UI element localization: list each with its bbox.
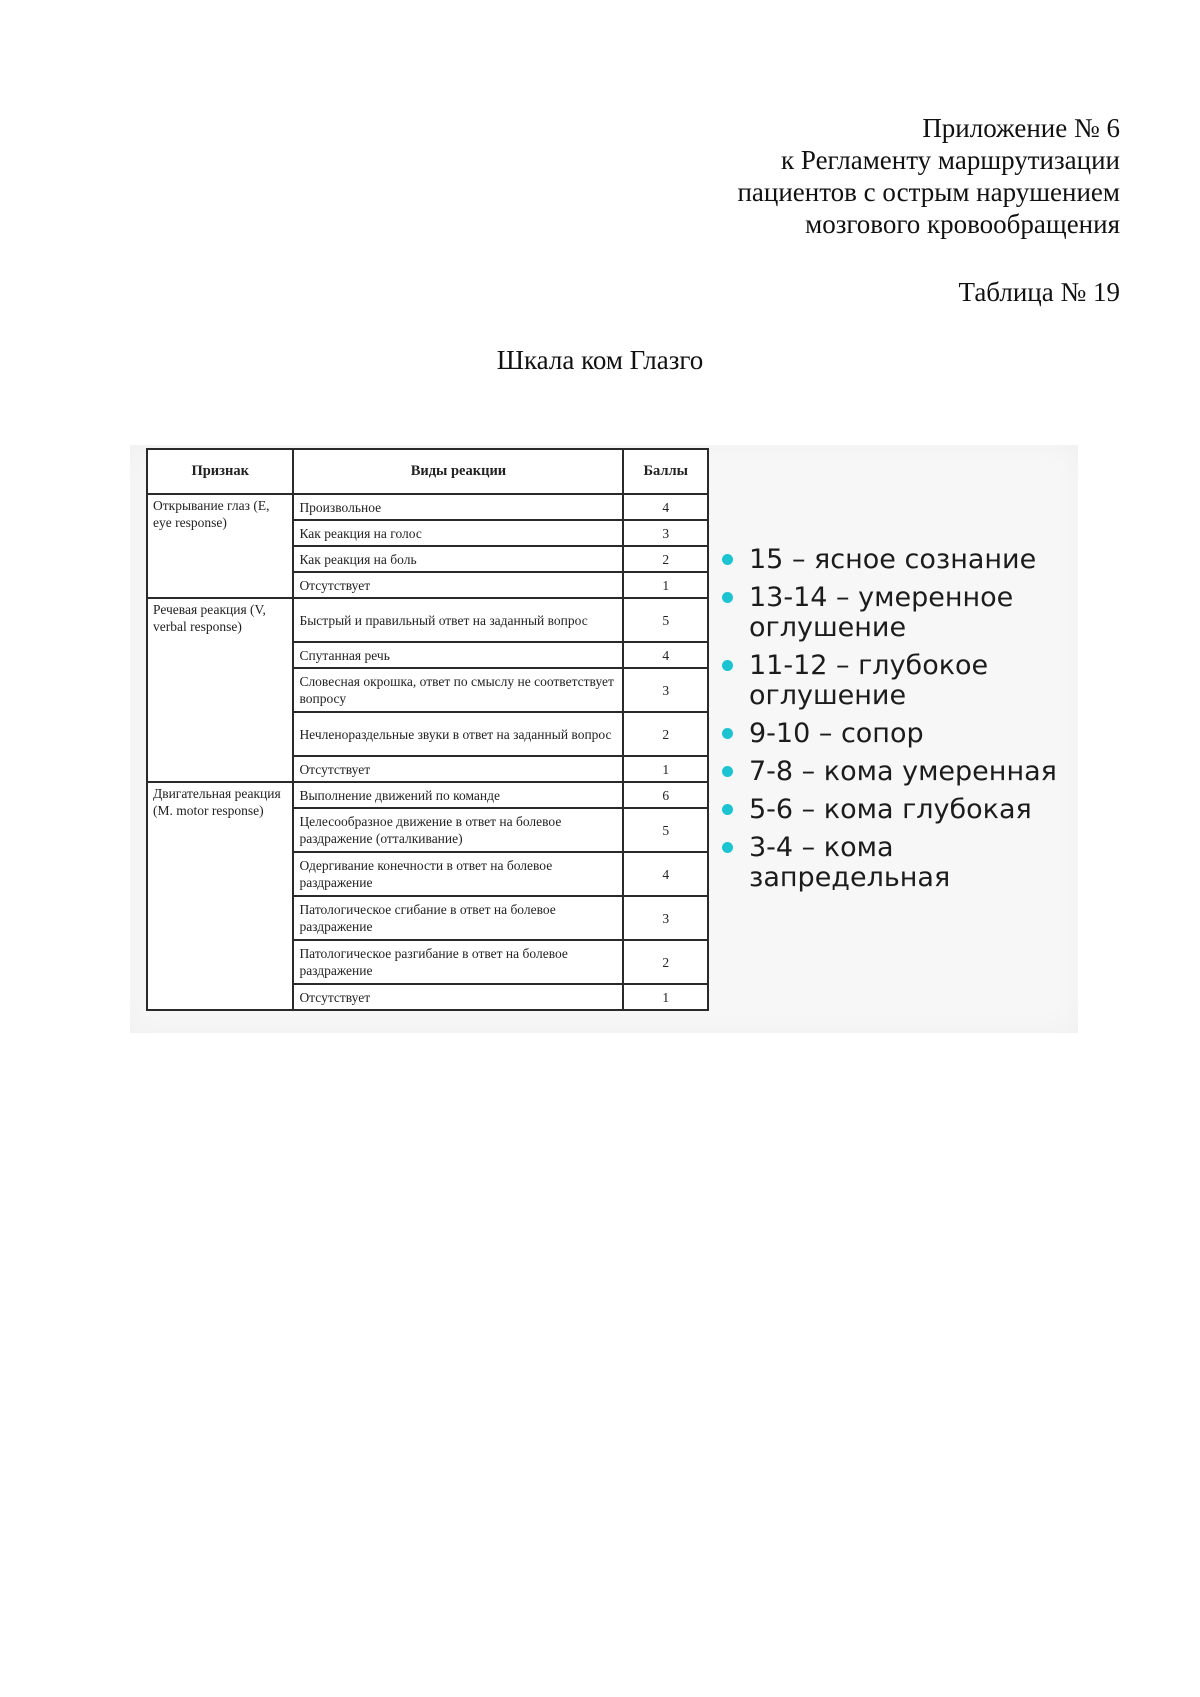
glasgow-table: [146, 448, 709, 1011]
reaction-cell: Выполнение движений по команде: [293, 782, 623, 808]
bullet-dot-icon: [722, 842, 733, 853]
reaction-cell: Быстрый и правильный ответ на заданный вопрос: [293, 598, 623, 642]
header-line: к Регламенту маршрутизации: [781, 145, 1120, 175]
reaction-cell: Отсутствует: [293, 756, 623, 782]
level-text: 3-4 – кома запредельная: [749, 832, 951, 893]
header-line: мозгового кровообращения: [805, 209, 1120, 239]
bullet-dot-icon: [722, 728, 733, 739]
reaction-cell: Спутанная речь: [293, 642, 623, 668]
reaction-cell: Отсутствует: [293, 572, 623, 598]
header-line: пациентов с острым нарушением: [737, 177, 1120, 207]
bullet-dot-icon: [722, 592, 733, 603]
consciousness-levels-list: [720, 545, 1069, 901]
level-text: 9-10 – сопор: [749, 718, 924, 749]
sign-cell: Речевая реакция (V, verbal response): [147, 598, 293, 782]
score-cell: 5: [623, 598, 708, 642]
score-cell: 3: [623, 520, 708, 546]
appendix-header: [560, 112, 1120, 240]
reaction-cell: Патологическое сгибание в ответ на болевое раздражение: [293, 896, 623, 940]
table-row: [147, 598, 708, 642]
reaction-cell: Отсутствует: [293, 984, 623, 1010]
score-cell: 2: [623, 940, 708, 984]
level-item: [720, 545, 1069, 575]
level-item: [720, 757, 1069, 787]
level-text: 13-14 – умеренное оглушение: [749, 582, 1014, 643]
header-sign: Признак: [147, 449, 293, 494]
reaction-cell: Патологическое разгибание в ответ на болевое раздражение: [293, 940, 623, 984]
bullet-dot-icon: [722, 554, 733, 565]
score-cell: 6: [623, 782, 708, 808]
score-cell: 2: [623, 712, 708, 756]
level-text: 5-6 – кома глубокая: [749, 794, 1032, 825]
reaction-cell: Словесная окрошка, ответ по смыслу не соответствует вопросу: [293, 668, 623, 712]
table-number: Таблица № 19: [958, 277, 1120, 307]
level-text: 7-8 – кома умеренная: [749, 756, 1057, 787]
score-cell: 1: [623, 984, 708, 1010]
reaction-cell: Нечленораздельные звуки в ответ на заданный вопрос: [293, 712, 623, 756]
header-line: Приложение № 6: [922, 113, 1120, 143]
score-cell: 4: [623, 852, 708, 896]
reaction-cell: Целесообразное движение в ответ на болевое раздражение (отталкивание): [293, 808, 623, 852]
level-item: [720, 719, 1069, 749]
bullet-dot-icon: [722, 660, 733, 671]
score-cell: 1: [623, 572, 708, 598]
score-cell: 4: [623, 494, 708, 520]
score-cell: 3: [623, 668, 708, 712]
score-cell: 3: [623, 896, 708, 940]
reaction-cell: Как реакция на голос: [293, 520, 623, 546]
level-item: [720, 833, 1069, 893]
table-row: [147, 494, 708, 520]
level-item: [720, 583, 1069, 643]
level-item: [720, 651, 1069, 711]
reaction-cell: Как реакция на боль: [293, 546, 623, 572]
score-cell: 4: [623, 642, 708, 668]
score-cell: 1: [623, 756, 708, 782]
glasgow-figure: [130, 445, 1078, 1033]
table-row: [147, 782, 708, 808]
page-title: Шкала ком Глазго: [496, 345, 704, 375]
bullet-dot-icon: [722, 766, 733, 777]
table-header-row: [147, 449, 708, 494]
sign-cell: Двигательная реакция (M. motor response): [147, 782, 293, 1010]
header-score: Баллы: [623, 449, 708, 494]
score-cell: 2: [623, 546, 708, 572]
sign-cell: Открывание глаз (E, eye response): [147, 494, 293, 598]
reaction-cell: Произвольное: [293, 494, 623, 520]
level-text: 15 – ясное сознание: [749, 544, 1037, 575]
level-text: 11-12 – глубокое оглушение: [749, 650, 989, 711]
reaction-cell: Одергивание конечности в ответ на болевое раздражение: [293, 852, 623, 896]
bullet-dot-icon: [722, 804, 733, 815]
header-reaction: Виды реакции: [293, 449, 623, 494]
level-item: [720, 795, 1069, 825]
score-cell: 5: [623, 808, 708, 852]
